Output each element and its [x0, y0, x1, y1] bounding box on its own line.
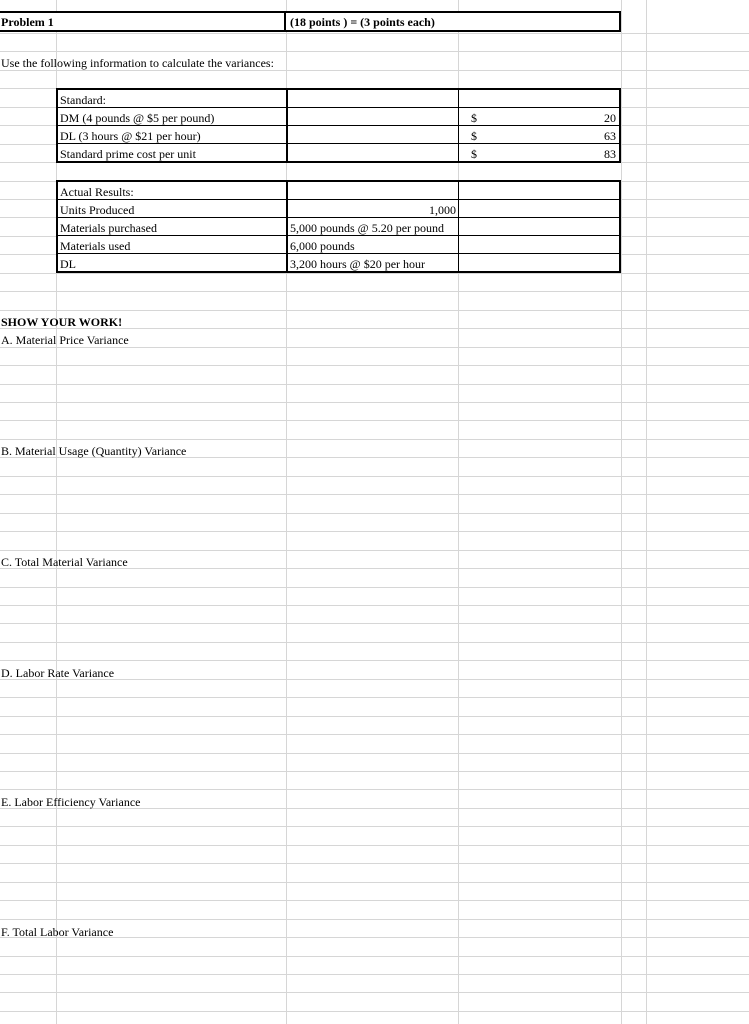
grid-row-line — [0, 642, 749, 643]
standard-prime-dollar: $ — [471, 147, 477, 161]
actual-units-value: 1,000 — [429, 203, 456, 217]
standard-row-line — [56, 143, 621, 144]
actual-dl-value: 3,200 hours @ $20 per hour — [290, 257, 426, 271]
standard-dm-dollar: $ — [471, 111, 477, 125]
standard-row-line — [56, 107, 621, 108]
grid-row-line — [0, 956, 749, 957]
grid-column-line — [621, 0, 622, 1024]
actual-row-line — [56, 253, 621, 254]
grid-row-line — [0, 531, 749, 532]
grid-row-line — [0, 697, 749, 698]
grid-row-line — [0, 900, 749, 901]
grid-row-line — [0, 402, 749, 403]
actual-col-divider — [458, 180, 459, 273]
grid-row-line — [0, 420, 749, 421]
actual-row-line — [56, 217, 621, 218]
grid-row-line — [0, 291, 749, 292]
standard-prime-label: Standard prime cost per unit — [60, 147, 196, 161]
instructions: Use the following information to calculate the variances: — [1, 56, 274, 70]
section-e-label: E. Labor Efficiency Variance — [1, 795, 141, 809]
grid-column-line — [646, 0, 647, 1024]
grid-row-line — [0, 660, 749, 661]
grid-row-line — [0, 1011, 749, 1012]
actual-row-line — [56, 235, 621, 236]
grid-row-line — [0, 734, 749, 735]
grid-row-line — [0, 513, 749, 514]
grid-row-line — [0, 365, 749, 366]
standard-row-line — [56, 125, 621, 126]
header-divider — [284, 11, 286, 32]
grid-row-line — [0, 863, 749, 864]
grid-row-line — [0, 753, 749, 754]
grid-row-line — [0, 550, 749, 551]
actual-dl-label: DL — [60, 257, 76, 271]
grid-row-line — [0, 789, 749, 790]
standard-dl-value: 63 — [604, 129, 616, 143]
grid-row-line — [0, 476, 749, 477]
standard-dl-dollar: $ — [471, 129, 477, 143]
grid-row-line — [0, 51, 749, 52]
points-label: (18 points ) = (3 points each) — [290, 15, 435, 29]
standard-dm-label: DM (4 pounds @ $5 per pound) — [60, 111, 215, 125]
section-a-label: A. Material Price Variance — [1, 333, 129, 347]
actual-header: Actual Results: — [60, 185, 134, 199]
grid-row-line — [0, 974, 749, 975]
grid-row-line — [0, 33, 749, 34]
grid-row-line — [0, 623, 749, 624]
grid-row-line — [0, 919, 749, 920]
actual-purchased-label: Materials purchased — [60, 221, 157, 235]
actual-purchased-value: 5,000 pounds @ 5.20 per pound — [290, 221, 445, 235]
section-d-label: D. Labor Rate Variance — [1, 666, 115, 680]
grid-row-line — [0, 882, 749, 883]
grid-row-line — [0, 439, 749, 440]
actual-used-value: 6,000 pounds — [290, 239, 355, 253]
grid-row-line — [0, 587, 749, 588]
grid-row-line — [0, 310, 749, 311]
standard-prime-value: 83 — [604, 147, 616, 161]
actual-units-label: Units Produced — [60, 203, 135, 217]
grid-row-line — [0, 70, 749, 71]
section-b-label: B. Material Usage (Quantity) Variance — [1, 444, 187, 458]
standard-dm-value: 20 — [604, 111, 616, 125]
grid-row-line — [0, 716, 749, 717]
problem-label: Problem 1 — [1, 15, 54, 29]
grid-row-line — [0, 992, 749, 993]
section-c-label: C. Total Material Variance — [1, 555, 128, 569]
grid-row-line — [0, 494, 749, 495]
show-work-heading: SHOW YOUR WORK! — [1, 315, 123, 329]
standard-header: Standard: — [60, 93, 106, 107]
grid-row-line — [0, 273, 749, 274]
section-f-label: F. Total Labor Variance — [1, 925, 114, 939]
actual-used-label: Materials used — [60, 239, 131, 253]
actual-row-line — [56, 199, 621, 200]
grid-row-line — [0, 347, 749, 348]
grid-row-line — [0, 384, 749, 385]
grid-row-line — [0, 845, 749, 846]
grid-row-line — [0, 826, 749, 827]
standard-dl-label: DL (3 hours @ $21 per hour) — [60, 129, 201, 143]
grid-row-line — [0, 771, 749, 772]
grid-row-line — [0, 605, 749, 606]
